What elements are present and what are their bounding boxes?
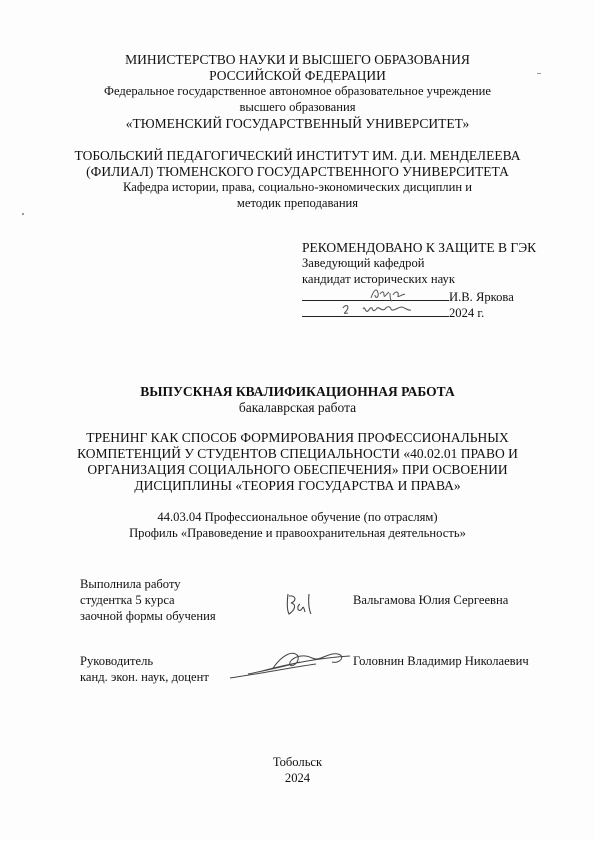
branch-line-1: ТОБОЛЬСКИЙ ПЕДАГОГИЧЕСКИЙ ИНСТИТУТ ИМ. Д.И. МЕНДЕЛЕЕВА: [74, 148, 521, 163]
ministry-line-1: МИНИСТЕРСТВО НАУКИ И ВЫСШЕГО ОБРАЗОВАНИЯ: [125, 52, 470, 67]
scan-mark: [22, 213, 24, 215]
branch-line-2: (ФИЛИАЛ) ТЮМЕНСКОГО ГОСУДАРСТВЕННОГО УНИВЕРСИТЕТА: [86, 164, 509, 179]
institution-line-2: высшего образования: [239, 100, 356, 114]
handwritten-date-image: [335, 299, 425, 319]
footer-city: Тобольск: [272, 755, 323, 769]
department-line-1: Кафедра истории, права, социально-экономических дисциплин и: [123, 180, 472, 194]
work-title-line-3: ОРГАНИЗАЦИЯ СОЦИАЛЬНОГО ОБЕСПЕЧЕНИЯ» ПРИ ОСВОЕНИИ: [87, 462, 508, 477]
supervisor-signature-image: [228, 644, 358, 684]
supervisor-name: Головнин Владимир Николаевич: [353, 654, 529, 668]
work-type: ВЫПУСКНАЯ КВАЛИФИКАЦИОННАЯ РАБОТА: [140, 384, 455, 399]
author-signature-image: [283, 590, 323, 618]
supervisor-label-2: канд. экон. наук, доцент: [80, 670, 209, 684]
approval-year: 2024 г.: [449, 306, 485, 320]
author-name: Вальгамова Юлия Сергеевна: [353, 593, 509, 607]
author-label-3: заочной формы обучения: [80, 609, 216, 623]
footer-year: 2024: [284, 771, 311, 785]
work-title-line-2: КОМПЕТЕНЦИЙ У СТУДЕНТОВ СПЕЦИАЛЬНОСТИ «40.02.01 ПРАВО И: [77, 446, 518, 461]
approval-title: РЕКОМЕНДОВАНО К ЗАЩИТЕ В ГЭК: [302, 240, 537, 255]
ministry-line-2: РОССИЙСКОЙ ФЕДЕРАЦИИ: [209, 68, 386, 83]
program-code: 44.03.04 Профессиональное обучение (по отраслям): [157, 510, 438, 524]
program-profile: Профиль «Правоведение и правоохранительная деятельность»: [129, 526, 466, 540]
work-title-line-4: ДИСЦИПЛИНЫ «ТЕОРИЯ ГОСУДАРСТВА И ПРАВА»: [134, 478, 461, 493]
work-subtype: бакалаврская работа: [238, 400, 357, 415]
department-line-2: методик преподавания: [236, 196, 359, 210]
approval-position: Заведующий кафедрой: [302, 256, 425, 270]
approval-degree: кандидат исторических наук: [302, 272, 455, 286]
author-label-2: студентка 5 курса: [80, 593, 175, 607]
supervisor-label-1: Руководитель: [80, 654, 154, 668]
approval-name: И.В. Яркова: [449, 290, 514, 304]
university-name: «ТЮМЕНСКИЙ ГОСУДАРСТВЕННЫЙ УНИВЕРСИТЕТ»: [125, 116, 470, 131]
author-label-1: Выполнила работу: [80, 577, 181, 591]
work-title-line-1: ТРЕНИНГ КАК СПОСОБ ФОРМИРОВАНИЯ ПРОФЕССИОНАЛЬНЫХ: [86, 430, 509, 445]
institution-line-1: Федеральное государственное автономное образовательное учреждение: [104, 84, 491, 98]
scan-mark: [537, 73, 541, 74]
